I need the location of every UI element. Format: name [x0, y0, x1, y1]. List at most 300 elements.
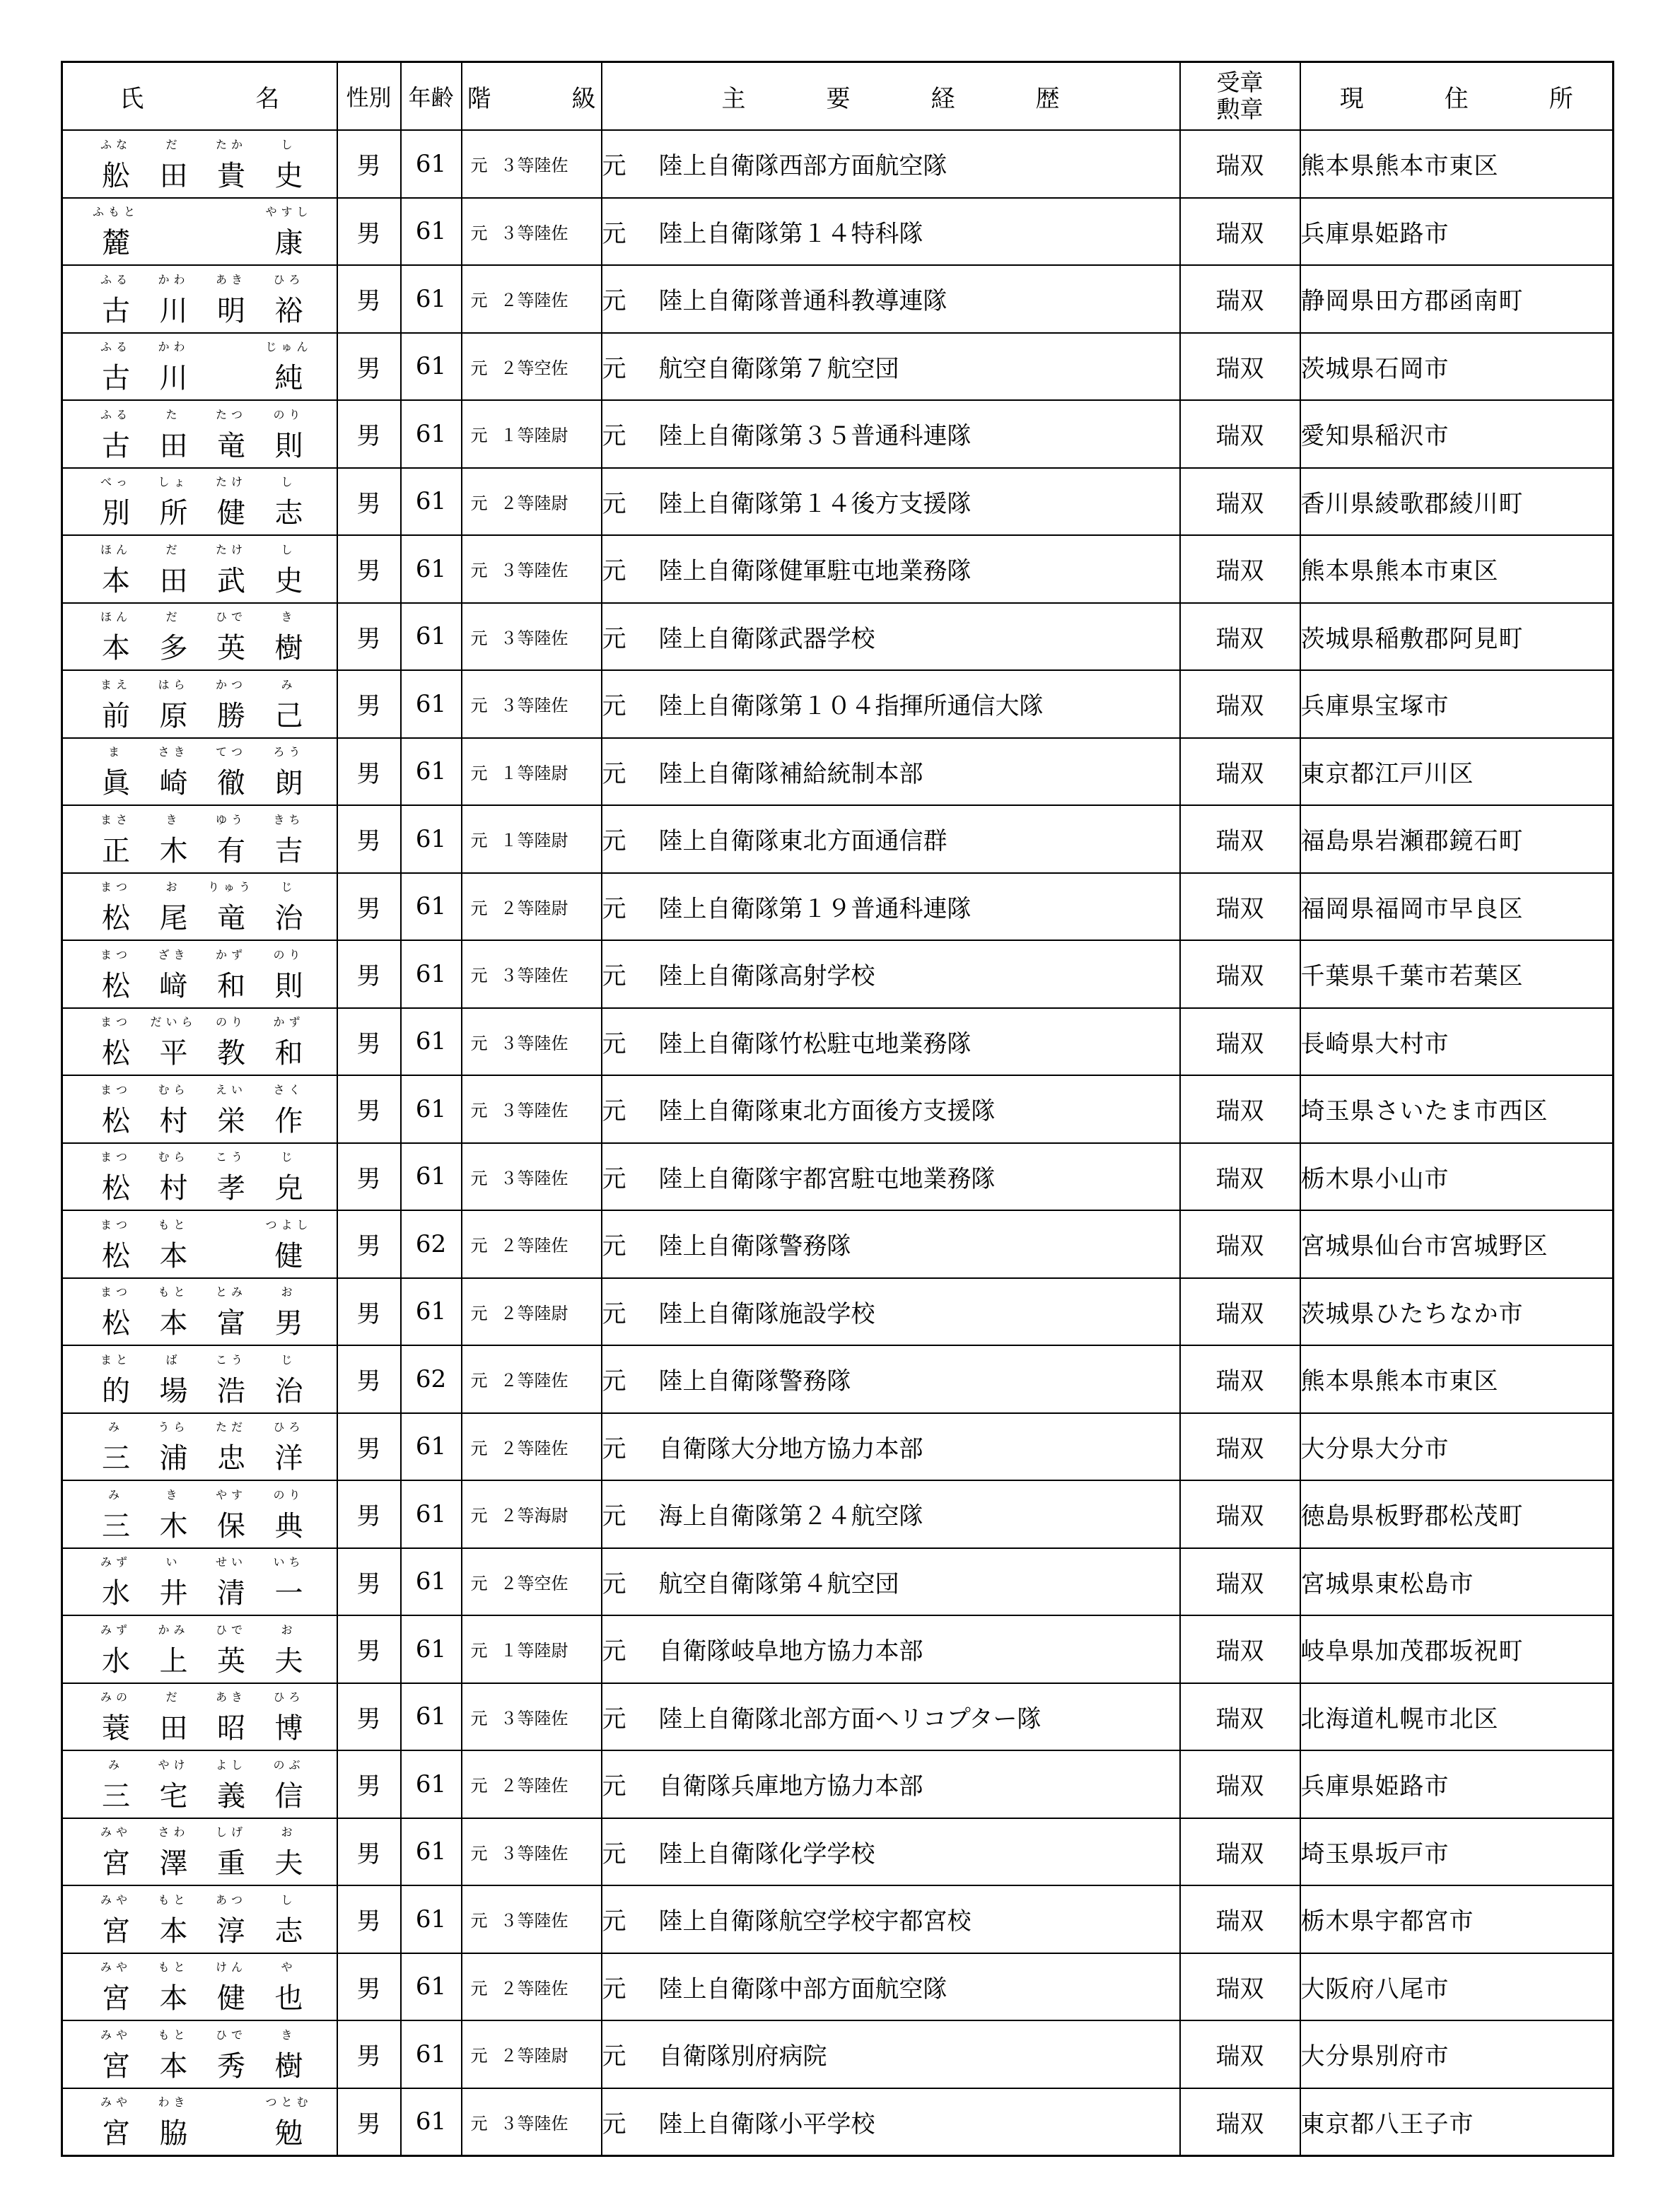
cell-address: 埼玉県さいたま市西区 — [1300, 1075, 1614, 1143]
name-char: じゅん 純 — [265, 340, 313, 395]
name-char: やす 保 — [215, 1487, 247, 1543]
cell-address: 香川県綾歌郡綾川町 — [1300, 468, 1614, 536]
name-char: いち 一 — [273, 1555, 305, 1610]
name-char: き 樹 — [274, 2027, 303, 2083]
cell-address: 埼玉県坂戸市 — [1300, 1818, 1614, 1886]
name-char: のり 典 — [273, 1487, 305, 1543]
cell-age: 61 — [401, 805, 462, 873]
cell-name — [62, 805, 337, 873]
name-reading: ば — [165, 1352, 182, 1367]
name-char: しょ 所 — [158, 475, 189, 530]
cell-career: 元 陸上自衛隊警務隊 — [602, 1345, 1180, 1413]
name-reading: まつ — [100, 1150, 132, 1164]
cell-address: 兵庫県宝塚市 — [1300, 670, 1614, 738]
name-char: じ 治 — [274, 880, 303, 935]
recipient-table — [61, 61, 1614, 2157]
cell-rank: 元 ３等陸佐 — [462, 1818, 602, 1886]
cell-sex: 男 — [337, 1885, 401, 1953]
name-char: まと 的 — [100, 1352, 132, 1408]
name-reading: つとむ — [265, 2095, 313, 2109]
cell-award: 瑞双 — [1180, 333, 1300, 401]
table-row — [62, 940, 1614, 1008]
cell-career: 元 自衛隊別府病院 — [602, 2020, 1180, 2088]
cell-age: 61 — [401, 940, 462, 1008]
cell-name — [62, 1818, 337, 1886]
name-char: だ 多 — [159, 610, 188, 665]
cell-award: 瑞双 — [1180, 1683, 1300, 1751]
cell-rank: 元 ２等陸佐 — [462, 1750, 602, 1818]
cell-rank: 元 ２等陸佐 — [462, 1953, 602, 2021]
cell-sex: 男 — [337, 1345, 401, 1413]
table-row — [62, 1075, 1614, 1143]
name-char: ふる 古 — [100, 407, 132, 462]
table-row — [62, 1818, 1614, 1886]
cell-age: 61 — [401, 468, 462, 536]
cell-address: 兵庫県姫路市 — [1300, 1750, 1614, 1818]
table-row — [62, 1548, 1614, 1616]
cell-rank: 元 ３等陸佐 — [462, 940, 602, 1008]
cell-career: 元 陸上自衛隊東北方面後方支援隊 — [602, 1075, 1180, 1143]
name-reading: きち — [273, 812, 305, 826]
name-char: みや 宮 — [100, 2027, 132, 2083]
name-reading: のり — [273, 407, 305, 421]
name-reading: み — [281, 677, 297, 691]
table-row — [62, 1750, 1614, 1818]
name-char: ひろ 裕 — [273, 272, 305, 327]
cell-rank: 元 ２等陸佐 — [462, 1413, 602, 1481]
cell-age: 61 — [401, 738, 462, 806]
name-char: し 志 — [274, 475, 303, 530]
cell-name — [62, 1008, 337, 1076]
cell-award: 瑞双 — [1180, 1075, 1300, 1143]
name-char: まつ 松 — [100, 1285, 132, 1340]
cell-sex: 男 — [337, 535, 401, 603]
cell-award: 瑞双 — [1180, 1345, 1300, 1413]
name-reading: こう — [215, 1352, 247, 1367]
cell-address: 栃木県小山市 — [1300, 1143, 1614, 1211]
name-char: みや 宮 — [100, 2095, 132, 2150]
cell-address: 静岡県田方郡函南町 — [1300, 265, 1614, 333]
name-char: ほん 本 — [100, 542, 132, 597]
cell-sex: 男 — [337, 1210, 401, 1278]
name-char: み 三 — [102, 1487, 130, 1543]
cell-sex: 男 — [337, 198, 401, 266]
cell-address: 徳島県板野郡松茂町 — [1300, 1480, 1614, 1548]
table-row — [62, 1143, 1614, 1211]
cell-name — [62, 535, 337, 603]
name-char: あき 明 — [215, 272, 247, 327]
name-char: やけ 宅 — [158, 1757, 189, 1813]
name-reading: せい — [215, 1555, 247, 1569]
cell-rank: 元 ３等陸佐 — [462, 670, 602, 738]
cell-sex: 男 — [337, 400, 401, 468]
name-reading: ひろ — [273, 1690, 305, 1704]
name-char: こう 浩 — [215, 1352, 247, 1408]
name-char: まさ 正 — [100, 812, 132, 867]
cell-award: 瑞双 — [1180, 130, 1300, 198]
name-reading: よし — [215, 1757, 247, 1772]
cell-award: 瑞双 — [1180, 1413, 1300, 1481]
name-reading: や — [281, 1960, 297, 1974]
name-char: ざき 﨑 — [158, 947, 189, 1002]
cell-sex: 男 — [337, 1953, 401, 2021]
cell-age: 61 — [401, 1953, 462, 2021]
name-char: よし 義 — [215, 1757, 247, 1813]
cell-career: 元 陸上自衛隊普通科教導連隊 — [602, 265, 1180, 333]
cell-rank: 元 ２等海尉 — [462, 1480, 602, 1548]
table-row — [62, 873, 1614, 941]
name-reading: たつ — [215, 407, 247, 421]
name-char: たか 貴 — [215, 137, 247, 192]
cell-award: 瑞双 — [1180, 940, 1300, 1008]
name-reading: のり — [215, 1015, 247, 1029]
cell-award: 瑞双 — [1180, 1278, 1300, 1346]
name-char: まつ 松 — [100, 880, 132, 935]
name-reading: ただ — [215, 1420, 247, 1434]
name-reading: むら — [158, 1082, 189, 1096]
name-char: むら 村 — [158, 1150, 189, 1205]
cell-address: 宮城県仙台市宮城野区 — [1300, 1210, 1614, 1278]
cell-age: 61 — [401, 1075, 462, 1143]
cell-name — [62, 873, 337, 941]
name-reading: やす — [215, 1487, 247, 1502]
name-reading: まさ — [100, 812, 132, 826]
name-char: お 夫 — [274, 1825, 303, 1880]
header-sex: 性別 — [337, 62, 401, 131]
table-row — [62, 130, 1614, 198]
cell-career: 元 陸上自衛隊第３５普通科連隊 — [602, 400, 1180, 468]
name-reading: ふる — [100, 272, 132, 286]
name-reading: かず — [215, 947, 247, 961]
name-reading: たか — [215, 137, 247, 151]
cell-address: 千葉県千葉市若葉区 — [1300, 940, 1614, 1008]
name-char: えい 栄 — [215, 1082, 247, 1137]
cell-sex: 男 — [337, 1143, 401, 1211]
cell-rank: 元 ２等空佐 — [462, 333, 602, 401]
cell-sex: 男 — [337, 940, 401, 1008]
name-char: だ 田 — [159, 542, 188, 597]
name-char: あき 昭 — [215, 1690, 247, 1745]
name-char: ふる 古 — [100, 272, 132, 327]
table-body — [62, 130, 1614, 2155]
cell-rank: 元 ３等陸佐 — [462, 535, 602, 603]
name-char: もと 本 — [158, 1217, 189, 1272]
cell-sex: 男 — [337, 130, 401, 198]
name-char: しげ 重 — [215, 1825, 247, 1880]
name-char: ひろ 博 — [273, 1690, 305, 1745]
cell-address: 岐阜県加茂郡坂祝町 — [1300, 1615, 1614, 1683]
name-reading: き — [165, 812, 182, 826]
cell-age: 61 — [401, 1615, 462, 1683]
cell-career: 元 自衛隊兵庫地方協力本部 — [602, 1750, 1180, 1818]
cell-age: 61 — [401, 670, 462, 738]
name-reading: あつ — [215, 1892, 247, 1907]
name-char: たつ 竜 — [215, 407, 247, 462]
name-reading: けん — [215, 1960, 247, 1974]
name-char: さき 崎 — [158, 745, 189, 800]
header-career: 主 要 経 歴 — [602, 62, 1180, 131]
header-row — [62, 62, 1614, 131]
name-reading: まつ — [100, 880, 132, 894]
name-reading: いち — [273, 1555, 305, 1569]
name-reading: ひろ — [273, 1420, 305, 1434]
name-reading: あき — [215, 1690, 247, 1704]
cell-address: 大阪府八尾市 — [1300, 1953, 1614, 2021]
cell-rank: 元 １等陸尉 — [462, 1615, 602, 1683]
name-char: かわ 川 — [158, 340, 189, 395]
name-char: うら 浦 — [158, 1420, 189, 1475]
name-reading: かず — [273, 1015, 305, 1029]
cell-address: 熊本県熊本市東区 — [1300, 535, 1614, 603]
name-reading: ふる — [100, 407, 132, 421]
name-char: かず 和 — [215, 947, 247, 1002]
name-char: だ 田 — [159, 1690, 188, 1745]
cell-sex: 男 — [337, 1750, 401, 1818]
cell-address: 熊本県熊本市東区 — [1300, 1345, 1614, 1413]
cell-rank: 元 ２等陸尉 — [462, 1278, 602, 1346]
cell-address: 宮城県東松島市 — [1300, 1548, 1614, 1616]
name-reading: もと — [158, 1285, 189, 1299]
name-reading: まつ — [100, 1015, 132, 1029]
cell-award: 瑞双 — [1180, 738, 1300, 806]
cell-award: 瑞双 — [1180, 265, 1300, 333]
cell-age: 61 — [401, 2020, 462, 2088]
cell-age: 61 — [401, 1143, 462, 1211]
cell-sex: 男 — [337, 1683, 401, 1751]
cell-award: 瑞双 — [1180, 2088, 1300, 2156]
name-char: わき 脇 — [158, 2095, 189, 2150]
header-award: 受章 勲章 — [1180, 62, 1300, 131]
name-char: じ 皃 — [274, 1150, 303, 1205]
cell-career: 元 陸上自衛隊警務隊 — [602, 1210, 1180, 1278]
name-reading: だ — [165, 610, 182, 624]
cell-age: 62 — [401, 1210, 462, 1278]
cell-award: 瑞双 — [1180, 468, 1300, 536]
name-char: かわ 川 — [158, 272, 189, 327]
name-char: むら 村 — [158, 1082, 189, 1137]
cell-address: 茨城県石岡市 — [1300, 333, 1614, 401]
cell-award: 瑞双 — [1180, 400, 1300, 468]
header-address: 現 住 所 — [1300, 62, 1614, 131]
name-reading: み — [107, 1420, 124, 1434]
table-row — [62, 198, 1614, 266]
name-char: た 田 — [159, 407, 188, 462]
name-char: し 史 — [274, 542, 303, 597]
cell-rank: 元 ３等陸佐 — [462, 1885, 602, 1953]
cell-sex: 男 — [337, 603, 401, 671]
name-reading: じ — [281, 1150, 297, 1164]
name-reading: ふな — [100, 137, 132, 151]
name-char: まつ 松 — [100, 1082, 132, 1137]
cell-name — [62, 1683, 337, 1751]
cell-name — [62, 198, 337, 266]
name-char: まつ 松 — [100, 1015, 132, 1070]
name-reading: ろう — [273, 745, 305, 759]
cell-address: 茨城県稲敷郡阿見町 — [1300, 603, 1614, 671]
name-char: かみ 上 — [158, 1622, 189, 1678]
name-char: みや 宮 — [100, 1892, 132, 1948]
name-reading: みや — [100, 2095, 132, 2109]
header-name: 氏 名 — [62, 62, 337, 131]
name-reading: し — [281, 1892, 297, 1907]
cell-rank: 元 ３等陸佐 — [462, 2088, 602, 2156]
cell-career: 元 陸上自衛隊武器学校 — [602, 603, 1180, 671]
name-char: ろう 朗 — [273, 745, 305, 800]
name-char: たけ 健 — [215, 475, 247, 530]
cell-address: 大分県別府市 — [1300, 2020, 1614, 2088]
name-char: だ 田 — [159, 137, 188, 192]
name-char: や 也 — [274, 1960, 303, 2015]
cell-age: 62 — [401, 1345, 462, 1413]
cell-career: 元 陸上自衛隊化学学校 — [602, 1818, 1180, 1886]
name-reading: し — [281, 542, 297, 556]
cell-sex: 男 — [337, 1615, 401, 1683]
name-reading: さく — [273, 1082, 305, 1096]
cell-age: 61 — [401, 400, 462, 468]
cell-name — [62, 1345, 337, 1413]
cell-career: 元 陸上自衛隊東北方面通信群 — [602, 805, 1180, 873]
name-char: みの 蓑 — [100, 1690, 132, 1745]
cell-award: 瑞双 — [1180, 1210, 1300, 1278]
cell-name — [62, 940, 337, 1008]
table-row — [62, 1480, 1614, 1548]
name-char: のぶ 信 — [273, 1757, 305, 1813]
name-reading: し — [281, 475, 297, 489]
name-reading: お — [281, 1285, 297, 1299]
cell-rank: 元 １等陸尉 — [462, 738, 602, 806]
cell-name — [62, 1885, 337, 1953]
name-char: もと 本 — [158, 1892, 189, 1948]
name-char: し 史 — [274, 137, 303, 192]
cell-name — [62, 1548, 337, 1616]
name-reading: み — [107, 1487, 124, 1502]
name-reading: たけ — [215, 475, 247, 489]
cell-award: 瑞双 — [1180, 805, 1300, 873]
name-reading: こう — [215, 1150, 247, 1164]
cell-address: 東京都江戸川区 — [1300, 738, 1614, 806]
name-char: こう 孝 — [215, 1150, 247, 1205]
name-reading: お — [165, 880, 182, 894]
name-char: もと 本 — [158, 1960, 189, 2015]
name-reading: しげ — [215, 1825, 247, 1839]
name-reading: じゅん — [265, 340, 313, 354]
cell-career: 元 陸上自衛隊第１９普通科連隊 — [602, 873, 1180, 941]
name-char: き 木 — [159, 1487, 188, 1543]
name-char: ほん 本 — [100, 610, 132, 665]
name-char: ただ 忠 — [215, 1420, 247, 1475]
name-char: みや 宮 — [100, 1825, 132, 1880]
name-reading: かつ — [215, 677, 247, 691]
cell-career: 元 陸上自衛隊航空学校宇都宮校 — [602, 1885, 1180, 1953]
name-char: てつ 徹 — [215, 745, 247, 800]
cell-name — [62, 1615, 337, 1683]
name-char: ふもと 麓 — [92, 205, 140, 260]
name-reading: てつ — [215, 745, 247, 759]
cell-address: 北海道札幌市北区 — [1300, 1683, 1614, 1751]
cell-award: 瑞双 — [1180, 670, 1300, 738]
name-reading: ふる — [100, 340, 132, 354]
name-reading: ほん — [100, 542, 132, 556]
name-reading: だ — [165, 1690, 182, 1704]
name-char: けん 健 — [215, 1960, 247, 2015]
cell-rank: 元 ２等陸尉 — [462, 2020, 602, 2088]
name-char: し 志 — [274, 1892, 303, 1948]
name-char: みや 宮 — [100, 1960, 132, 2015]
cell-career: 元 陸上自衛隊第１０４指揮所通信大隊 — [602, 670, 1180, 738]
name-char: き 樹 — [274, 610, 303, 665]
cell-rank: 元 ３等陸佐 — [462, 1143, 602, 1211]
name-reading: うら — [158, 1420, 189, 1434]
cell-rank: 元 ３等陸佐 — [462, 1075, 602, 1143]
name-reading: のり — [273, 947, 305, 961]
name-char: まつ 松 — [100, 947, 132, 1002]
table-row — [62, 1413, 1614, 1481]
name-char: かず 和 — [273, 1015, 305, 1070]
cell-award: 瑞双 — [1180, 1548, 1300, 1616]
table-row — [62, 738, 1614, 806]
name-char: やすし 康 — [265, 205, 313, 260]
name-reading: み — [107, 1757, 124, 1772]
cell-age: 61 — [401, 535, 462, 603]
cell-name — [62, 2088, 337, 2156]
header-age: 年齢 — [401, 62, 462, 131]
name-reading: まつ — [100, 1217, 132, 1231]
cell-name — [62, 400, 337, 468]
table-row — [62, 1683, 1614, 1751]
cell-sex: 男 — [337, 1278, 401, 1346]
name-reading: わき — [158, 2095, 189, 2109]
name-reading: もと — [158, 1217, 189, 1231]
name-char: さわ 澤 — [158, 1825, 189, 1880]
cell-age: 61 — [401, 1818, 462, 1886]
cell-address: 東京都八王子市 — [1300, 2088, 1614, 2156]
cell-sex: 男 — [337, 738, 401, 806]
cell-rank: 元 ２等陸尉 — [462, 468, 602, 536]
name-char: まつ 松 — [100, 1217, 132, 1272]
name-char: ば 場 — [159, 1352, 188, 1408]
cell-career: 元 陸上自衛隊高射学校 — [602, 940, 1180, 1008]
cell-name — [62, 1143, 337, 1211]
name-char: お 男 — [274, 1285, 303, 1340]
name-reading: ほん — [100, 610, 132, 624]
table-row — [62, 805, 1614, 873]
cell-rank: 元 ３等陸佐 — [462, 1008, 602, 1076]
name-char: み 己 — [274, 677, 303, 732]
name-char: たけ 武 — [215, 542, 247, 597]
name-char: い 井 — [159, 1555, 188, 1610]
name-char: つよし 健 — [265, 1217, 313, 1272]
cell-sex: 男 — [337, 1075, 401, 1143]
cell-age: 61 — [401, 1750, 462, 1818]
cell-sex: 男 — [337, 265, 401, 333]
name-reading: さき — [158, 745, 189, 759]
name-char: べっ 別 — [100, 475, 132, 530]
name-char: のり 則 — [273, 947, 305, 1002]
table-row — [62, 1953, 1614, 2021]
name-reading: き — [281, 610, 297, 624]
cell-sex: 男 — [337, 1413, 401, 1481]
name-reading: ざき — [158, 947, 189, 961]
cell-name — [62, 265, 337, 333]
name-reading: まつ — [100, 947, 132, 961]
cell-name — [62, 738, 337, 806]
name-reading: ひで — [215, 2027, 247, 2042]
name-char: もと 本 — [158, 2027, 189, 2083]
cell-age: 61 — [401, 1413, 462, 1481]
cell-award: 瑞双 — [1180, 873, 1300, 941]
table-row — [62, 1885, 1614, 1953]
cell-rank: 元 ２等空佐 — [462, 1548, 602, 1616]
